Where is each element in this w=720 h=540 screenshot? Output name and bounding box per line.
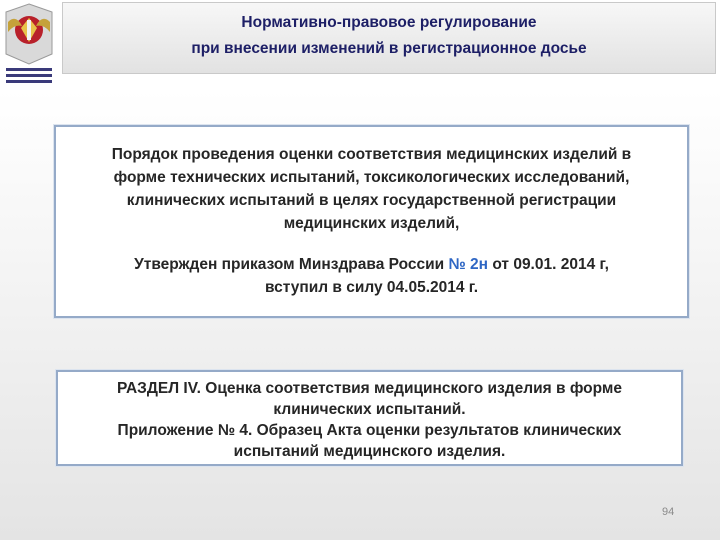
order-title-line: медицинских изделий, xyxy=(283,215,460,232)
order-title-line: клинических испытаний в целях государственной регистрации xyxy=(126,192,617,209)
order-title-line: форме технических испытаний, токсикологических исследований, xyxy=(113,169,630,186)
title-line-2: при внесении изменений в регистрационное досье xyxy=(191,40,587,57)
section-line: клинических испытаний. xyxy=(273,401,466,418)
order-description-box xyxy=(54,125,689,318)
section-line: РАЗДЕЛ IV. Оценка соответствия медицинского изделия в форме xyxy=(116,380,622,397)
appendix-line: испытаний медицинского изделия. xyxy=(233,443,506,460)
effective-date-line: вступил в силу 04.05.2014 г. xyxy=(264,279,479,296)
order-title-paragraph xyxy=(56,143,687,235)
order-approval-paragraph xyxy=(56,253,687,299)
section-box xyxy=(56,370,683,466)
appendix-line: Приложение № 4. Образец Акта оценки результатов клинических xyxy=(117,422,622,439)
page-title xyxy=(62,10,716,62)
emblem-icon xyxy=(2,2,56,88)
approval-prefix: Утвержден приказом Минздрава России xyxy=(134,256,449,273)
approval-date: от 09.01. 2014 г, xyxy=(488,256,609,273)
page-number: 94 xyxy=(662,506,675,518)
order-number: № 2н xyxy=(448,256,489,273)
approval-line xyxy=(56,253,687,276)
order-title-line: Порядок проведения оценки соответствия медицинских изделий в xyxy=(111,146,632,163)
title-line-1: Нормативно-правовое регулирование xyxy=(241,14,537,31)
